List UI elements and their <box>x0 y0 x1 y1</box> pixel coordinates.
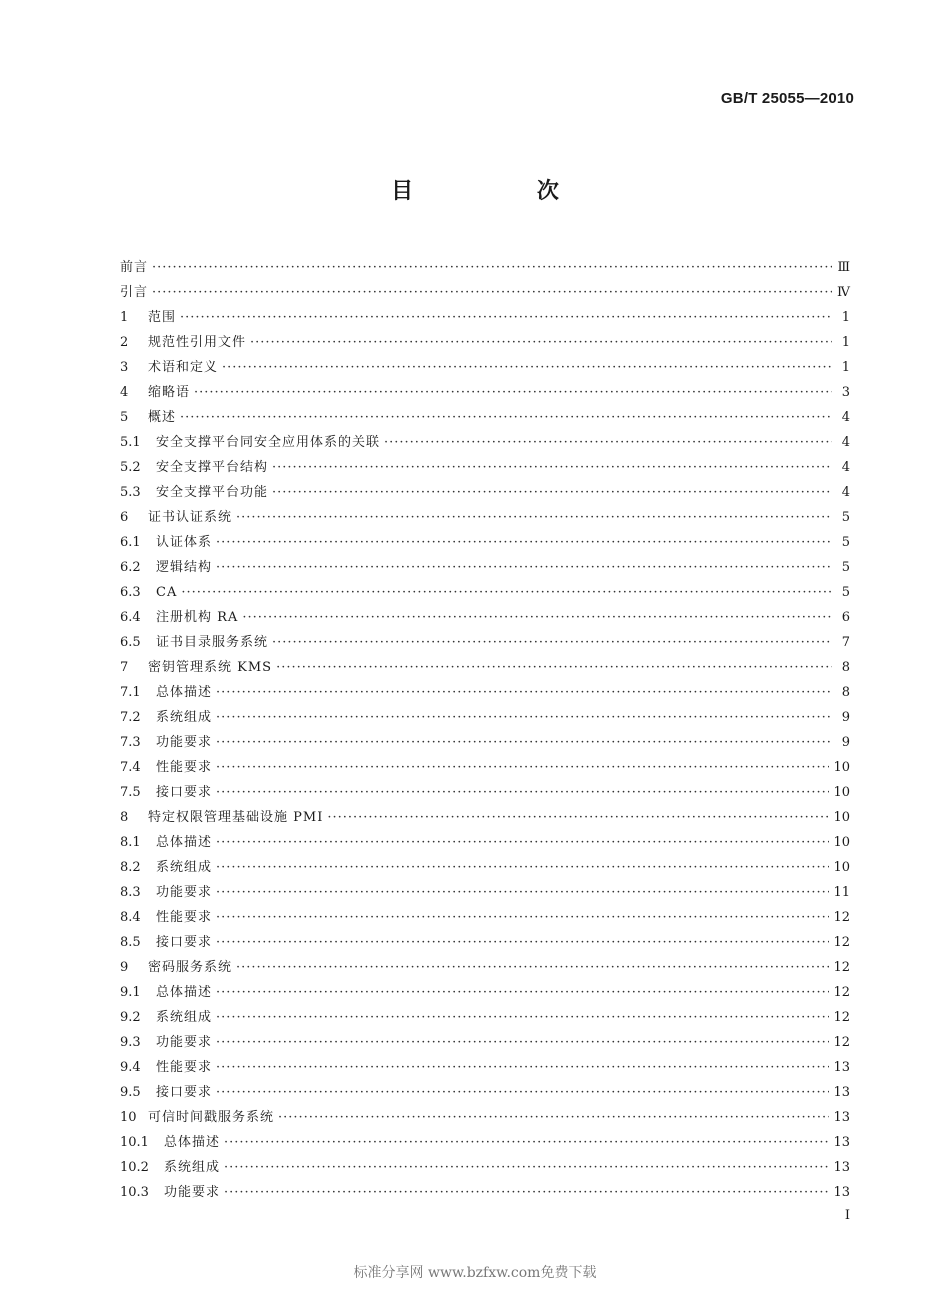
toc-entry[interactable] <box>120 280 850 305</box>
toc-entry[interactable] <box>120 505 850 530</box>
toc-leader-dots <box>216 1030 829 1055</box>
page-number: Ⅰ <box>844 1208 850 1223</box>
toc-leader-dots <box>216 880 829 905</box>
toc-leader-dots <box>216 855 829 880</box>
toc-entry-number: 6.3 <box>120 585 141 600</box>
toc-entry-label: CA <box>156 585 178 600</box>
toc-entry-label: 系统组成 <box>156 860 213 875</box>
toc-leader-dots <box>272 455 832 480</box>
toc-entry-number: 10 <box>120 1110 137 1125</box>
toc-leader-dots <box>236 505 832 530</box>
toc-entry[interactable] <box>120 1080 850 1105</box>
toc-entry[interactable] <box>120 980 850 1005</box>
toc-entry-number: 10.3 <box>120 1185 149 1200</box>
toc-entry-label: 性能要求 <box>156 1060 213 1075</box>
toc-entry-number: 8.3 <box>120 885 141 900</box>
toc-entry-number: 5.1 <box>120 435 141 450</box>
toc-leader-dots <box>152 280 832 305</box>
toc-entry-label: 接口要求 <box>156 1085 213 1100</box>
toc-entry-number: 8.1 <box>120 835 141 850</box>
watermark-text: 标准分享网 www.bzfxw.com免费下载 <box>353 1265 597 1281</box>
toc-entry-page: 1 <box>841 360 850 375</box>
toc-leader-dots <box>272 480 832 505</box>
toc-leader-dots <box>194 380 832 405</box>
toc-entry[interactable] <box>120 655 850 680</box>
toc-entry-label: 缩略语 <box>148 385 191 400</box>
toc-entry-number: 6.4 <box>120 610 141 625</box>
toc-entry[interactable] <box>120 255 850 280</box>
toc-entry-label: 系统组成 <box>164 1160 221 1175</box>
toc-entry-page: 13 <box>833 1160 850 1175</box>
toc-entry[interactable] <box>120 405 850 430</box>
toc-entry-number: 9.4 <box>120 1060 141 1075</box>
toc-entry-number: 7.1 <box>120 685 141 700</box>
toc-leader-dots <box>236 955 829 980</box>
toc-leader-dots <box>216 1055 829 1080</box>
toc-entry[interactable] <box>120 755 850 780</box>
toc-entry-label: 证书目录服务系统 <box>156 635 269 650</box>
toc-entry-page: 5 <box>841 510 850 525</box>
toc-entry-label: 范围 <box>148 310 177 325</box>
toc-entry[interactable] <box>120 1105 850 1130</box>
toc-entry-label: 功能要求 <box>156 1035 213 1050</box>
toc-leader-dots <box>180 305 832 330</box>
toc-entry[interactable] <box>120 805 850 830</box>
toc-entry-number: 9.1 <box>120 985 141 1000</box>
toc-entry-label: 概述 <box>148 410 177 425</box>
toc-entry-page: Ⅲ <box>837 260 850 275</box>
toc-entry-page: 8 <box>841 685 850 700</box>
toc-entry-number: 6.5 <box>120 635 141 650</box>
toc-entry-label: 接口要求 <box>156 935 213 950</box>
toc-entry[interactable] <box>120 705 850 730</box>
toc-entry-number: 6.1 <box>120 535 141 550</box>
toc-entry-number: 5 <box>120 410 129 425</box>
toc-leader-dots <box>224 1130 829 1155</box>
toc-entry-label: 接口要求 <box>156 785 213 800</box>
toc-entry-page: 13 <box>833 1110 850 1125</box>
toc-entry-label: 功能要求 <box>164 1185 221 1200</box>
toc-entry-page: 10 <box>833 860 850 875</box>
toc-leader-dots <box>250 330 832 355</box>
toc-entry[interactable] <box>120 680 850 705</box>
toc-entry[interactable] <box>120 480 850 505</box>
toc-entry-page: 12 <box>833 985 850 1000</box>
toc-entry-page: 5 <box>841 560 850 575</box>
toc-entry-label: 逻辑结构 <box>156 560 213 575</box>
toc-entry[interactable] <box>120 1005 850 1030</box>
toc-entry-number: 6.2 <box>120 560 141 575</box>
toc-entry-page: 13 <box>833 1135 850 1150</box>
toc-leader-dots <box>216 930 829 955</box>
toc-leader-dots <box>152 255 832 280</box>
toc-leader-dots <box>278 1105 829 1130</box>
toc-entry-number: 10.1 <box>120 1135 149 1150</box>
toc-entry[interactable] <box>120 355 850 380</box>
toc-entry[interactable] <box>120 1055 850 1080</box>
toc-entry-number: 5.2 <box>120 460 141 475</box>
toc-entry-label: 性能要求 <box>156 760 213 775</box>
toc-entry-page: 4 <box>841 410 850 425</box>
toc-entry-label: 特定权限管理基础设施 PMI <box>148 810 324 825</box>
toc-leader-dots <box>181 580 832 605</box>
toc-entry-page: 7 <box>841 635 850 650</box>
toc-entry-page: 10 <box>833 810 850 825</box>
toc-entry-label: 可信时间戳服务系统 <box>148 1110 275 1125</box>
toc-entry[interactable] <box>120 1180 850 1205</box>
toc-entry-label: 密码服务系统 <box>148 960 233 975</box>
toc-entry-number: 9.3 <box>120 1035 141 1050</box>
toc-entry[interactable] <box>120 605 850 630</box>
toc-leader-dots <box>216 1080 829 1105</box>
toc-entry-number: 2 <box>120 335 129 350</box>
toc-entry-number: 5.3 <box>120 485 141 500</box>
toc-leader-dots <box>216 530 832 555</box>
toc-entry-number: 4 <box>120 385 129 400</box>
toc-entry-number: 8.4 <box>120 910 141 925</box>
toc-entry-number: 9.5 <box>120 1085 141 1100</box>
toc-entry-label: 引言 <box>120 285 149 300</box>
toc-entry-number: 1 <box>120 310 129 325</box>
toc-entry-number: 9.2 <box>120 1010 141 1025</box>
toc-entry[interactable] <box>120 555 850 580</box>
toc-entry-page: 13 <box>833 1060 850 1075</box>
toc-leader-dots <box>242 605 832 630</box>
toc-entry-number: 9 <box>120 960 129 975</box>
toc-leader-dots <box>327 805 829 830</box>
toc-entry-page: 4 <box>841 435 850 450</box>
toc-entry-number: 7.3 <box>120 735 141 750</box>
toc-entry[interactable] <box>120 1030 850 1055</box>
toc-entry-number: 8 <box>120 810 129 825</box>
toc-entry-page: 13 <box>833 1185 850 1200</box>
toc-entry-number: 6 <box>120 510 129 525</box>
toc-entry-page: 3 <box>841 385 850 400</box>
toc-entry[interactable] <box>120 1130 850 1155</box>
toc-entry-page: 10 <box>833 760 850 775</box>
toc-entry-label: 性能要求 <box>156 910 213 925</box>
toc-entry-label: 总体描述 <box>156 685 213 700</box>
toc-entry[interactable] <box>120 630 850 655</box>
toc-entry-number: 8.5 <box>120 935 141 950</box>
toc-entry[interactable] <box>120 880 850 905</box>
toc-entry[interactable] <box>120 830 850 855</box>
toc-entry-number: 7.2 <box>120 710 141 725</box>
toc-entry-number: 7.4 <box>120 760 141 775</box>
toc-leader-dots <box>216 980 829 1005</box>
toc-leader-dots <box>224 1155 829 1180</box>
toc-entry-label: 安全支撑平台结构 <box>156 460 269 475</box>
toc-entry-page: 9 <box>841 735 850 750</box>
toc-entry[interactable] <box>120 730 850 755</box>
toc-leader-dots <box>216 705 832 730</box>
toc-entry-page: 8 <box>841 660 850 675</box>
toc-entry-label: 注册机构 RA <box>156 610 239 625</box>
toc-entry-page: 12 <box>833 935 850 950</box>
toc-entry[interactable] <box>120 905 850 930</box>
toc-entry-page: 11 <box>833 885 850 900</box>
toc-entry-page: 12 <box>833 1035 850 1050</box>
toc-leader-dots <box>272 630 832 655</box>
toc-entry-page: 4 <box>841 460 850 475</box>
toc-entry-page: 9 <box>841 710 850 725</box>
toc-entry-number: 8.2 <box>120 860 141 875</box>
toc-entry[interactable] <box>120 430 850 455</box>
toc-entry-label: 安全支撑平台功能 <box>156 485 269 500</box>
toc-entry[interactable] <box>120 780 850 805</box>
toc-leader-dots <box>216 730 832 755</box>
toc-entry-number: 7 <box>120 660 129 675</box>
toc-entry-page: 4 <box>841 485 850 500</box>
toc-entry-label: 安全支撑平台同安全应用体系的关联 <box>156 435 381 450</box>
toc-leader-dots <box>180 405 832 430</box>
toc-leader-dots <box>222 355 832 380</box>
toc-entry-page: 1 <box>841 310 850 325</box>
toc-entry-page: 5 <box>841 535 850 550</box>
toc-entry-page: 5 <box>841 585 850 600</box>
toc-leader-dots <box>216 755 829 780</box>
page-title: 目 次 <box>391 178 617 204</box>
toc-entry-number: 3 <box>120 360 129 375</box>
toc-entry-page: 12 <box>833 960 850 975</box>
toc-leader-dots <box>216 1005 829 1030</box>
toc-entry-page: 1 <box>841 335 850 350</box>
toc-leader-dots <box>276 655 832 680</box>
toc-entry-page: Ⅳ <box>837 285 850 300</box>
toc-leader-dots <box>216 555 832 580</box>
toc-entry-page: 12 <box>833 1010 850 1025</box>
toc-entry[interactable] <box>120 930 850 955</box>
toc-entry-label: 证书认证系统 <box>148 510 233 525</box>
toc-entry-label: 总体描述 <box>156 985 213 1000</box>
toc-entry-page: 10 <box>833 835 850 850</box>
toc-leader-dots <box>216 830 829 855</box>
toc-entry-page: 6 <box>841 610 850 625</box>
toc-entry-label: 密钥管理系统 KMS <box>148 660 273 675</box>
toc-entry-label: 前言 <box>120 260 149 275</box>
toc-entry-page: 12 <box>833 910 850 925</box>
standard-code: GB/T 25055—2010 <box>720 90 854 107</box>
table-of-contents <box>120 255 850 1205</box>
toc-leader-dots <box>216 905 829 930</box>
toc-entry-label: 系统组成 <box>156 1010 213 1025</box>
toc-entry-page: 10 <box>833 785 850 800</box>
toc-entry-label: 功能要求 <box>156 735 213 750</box>
toc-entry-number: 10.2 <box>120 1160 149 1175</box>
toc-entry-label: 认证体系 <box>156 535 213 550</box>
toc-leader-dots <box>224 1180 829 1205</box>
toc-entry[interactable] <box>120 330 850 355</box>
toc-entry-page: 13 <box>833 1085 850 1100</box>
toc-leader-dots <box>216 680 832 705</box>
toc-entry[interactable] <box>120 855 850 880</box>
toc-entry-label: 总体描述 <box>156 835 213 850</box>
toc-entry-label: 功能要求 <box>156 885 213 900</box>
toc-entry[interactable] <box>120 1155 850 1180</box>
toc-entry[interactable] <box>120 530 850 555</box>
toc-entry[interactable] <box>120 380 850 405</box>
toc-entry[interactable] <box>120 955 850 980</box>
toc-entry-number: 7.5 <box>120 785 141 800</box>
toc-entry[interactable] <box>120 305 850 330</box>
toc-leader-dots <box>216 780 829 805</box>
toc-leader-dots <box>384 430 832 455</box>
toc-entry[interactable] <box>120 455 850 480</box>
toc-entry-label: 规范性引用文件 <box>148 335 247 350</box>
toc-entry-label: 系统组成 <box>156 710 213 725</box>
toc-entry-label: 术语和定义 <box>148 360 219 375</box>
toc-entry-label: 总体描述 <box>164 1135 221 1150</box>
toc-entry[interactable] <box>120 580 850 605</box>
